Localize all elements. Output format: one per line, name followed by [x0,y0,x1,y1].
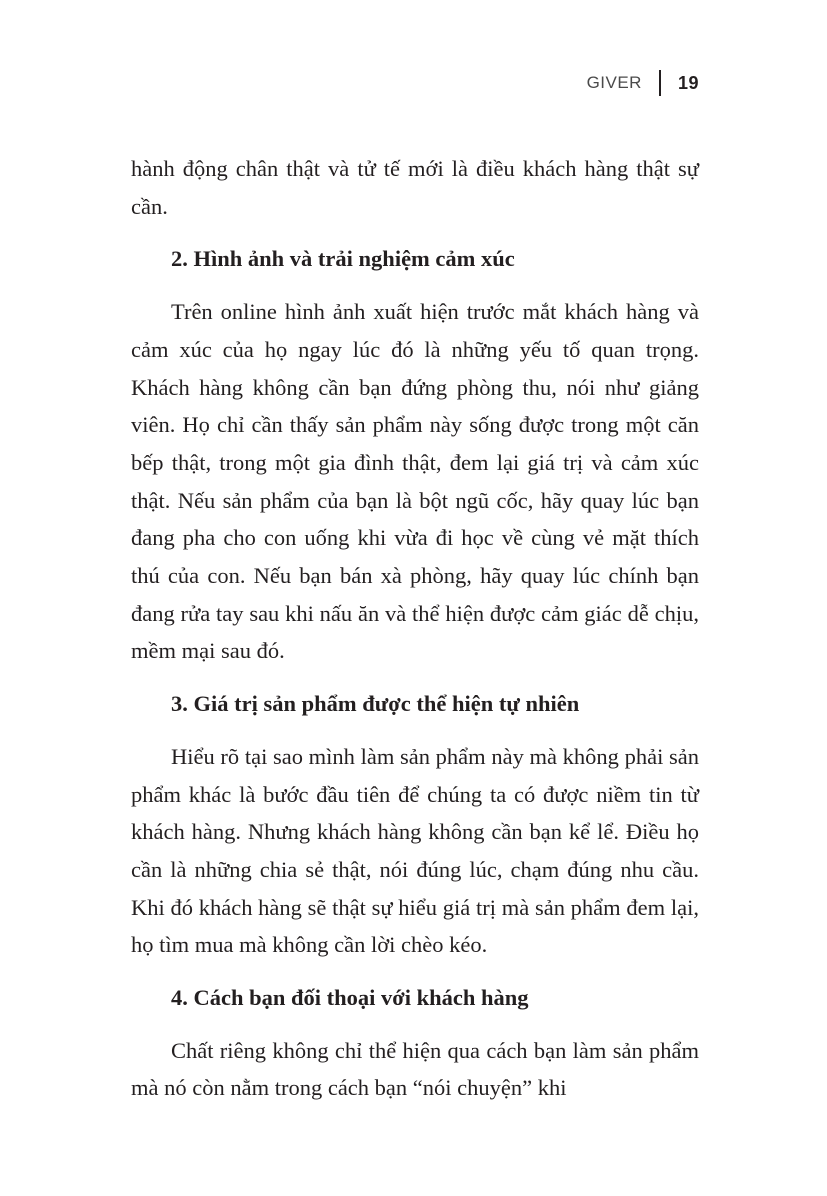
header-divider [659,70,661,96]
section-heading-2: 2. Hình ảnh và trải nghiệm cảm xúc [171,246,515,272]
page-number: 19 [677,72,699,93]
section-heading-4: 4. Cách bạn đối thoại với khách hàng [171,985,529,1011]
paragraph-section-2: Trên online hình ảnh xuất hiện trước mắt khách hàng và cảm xúc của họ ngay lúc đó là những yếu tố quan trọng. Khách hàng không cần bạn đứng phòng thu, nói như giảng viên. Họ chỉ cần thấy sản phẩm này sống được trong một căn bếp thật, trong một gia đình thật, đem lại giá trị và cảm xúc thật. Nếu sản phẩm của bạn là bột ngũ cốc, hãy quay lúc bạn đang pha cho con uống khi vừa đi học về cùng vẻ mặt thích thú của con. Nếu bạn bán xà phòng, hãy quay lúc chính bạn đang rửa tay sau khi nấu ăn và thể hiện được cảm giác dễ chịu, mềm mại sau đó. [131,299,699,664]
page-body [131,150,699,1107]
paragraph-section-3: Hiểu rõ tại sao mình làm sản phẩm này mà không phải sản phẩm khác là bước đầu tiên để chúng ta có được niềm tin từ khách hàng. Nhưng khách hàng không cần bạn kể lể. Điều họ cần là những chia sẻ thật, nói đúng lúc, chạm đúng nhu cầu. Khi đó khách hàng sẽ thật sự hiểu giá trị mà sản phẩm đem lại, họ tìm mua mà không cần lời chèo kéo. [131,743,699,958]
paragraph-section-4: Chất riêng không chỉ thể hiện qua cách bạn làm sản phẩm mà nó còn nằm trong cách bạn “nói chuyện” khi [131,1037,699,1101]
running-header [587,66,699,100]
book-title: GIVER [586,73,642,92]
section-heading-3: 3. Giá trị sản phẩm được thể hiện tự nhiên [171,691,580,717]
paragraph-continued: hành động chân thật và tử tế mới là điều khách hàng thật sự cần. [131,156,699,219]
